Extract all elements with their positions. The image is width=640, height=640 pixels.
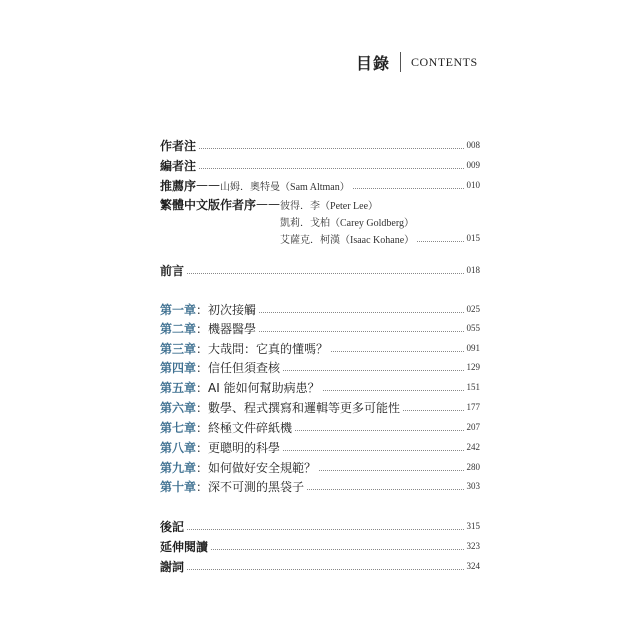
chapter-separator: ： <box>196 460 209 475</box>
foreword-author-line-last <box>280 229 480 247</box>
entry-label: 作者注 <box>160 138 197 153</box>
entry-page: 207 <box>466 422 480 432</box>
chapter-separator: ： <box>196 440 209 455</box>
entry-page: 015 <box>466 233 480 243</box>
entry-page: 091 <box>466 343 480 353</box>
chapter-title: AI 能如何幫助病患？ <box>208 380 320 395</box>
toc-chapter-4[interactable] <box>160 358 480 376</box>
dot-leader <box>353 188 464 189</box>
chapter-title: 深不可測的黑袋子 <box>208 479 305 494</box>
entry-page: 323 <box>466 541 480 551</box>
entry-label: 推薦序 <box>160 178 197 193</box>
title-divider <box>400 52 401 72</box>
dot-leader <box>259 312 463 313</box>
entry-label: 繁體中文版作者序 <box>160 197 257 212</box>
entry-page: 280 <box>466 462 480 472</box>
entry-dash: —— <box>196 178 221 192</box>
chapter-number: 第四章 <box>160 360 197 375</box>
toc-entry-further-reading[interactable] <box>160 537 480 555</box>
toc-chapter-6[interactable] <box>160 398 480 416</box>
entry-label: 謝詞 <box>160 559 185 574</box>
chapter-title: 終極文件碎紙機 <box>208 420 293 435</box>
chapter-number: 第三章 <box>160 341 197 356</box>
entry-author: 艾薩克．柯漢（Isaac Kohane） <box>280 234 415 246</box>
toc-entry-afterword[interactable] <box>160 517 480 535</box>
entry-page: 008 <box>466 140 480 150</box>
chapter-number: 第二章 <box>160 321 197 336</box>
dot-leader <box>403 410 463 411</box>
toc-chapter-5[interactable] <box>160 378 480 396</box>
chapter-separator: ： <box>196 302 209 317</box>
toc-chapter-3[interactable] <box>160 339 480 357</box>
chapter-number: 第九章 <box>160 460 197 475</box>
dot-leader <box>307 489 463 490</box>
toc-chapter-10[interactable] <box>160 477 480 495</box>
page-title: 目錄 <box>356 53 391 73</box>
foreword-author-line <box>280 212 414 230</box>
chapter-title: 機器醫學 <box>208 321 257 336</box>
entry-page: 010 <box>466 180 480 190</box>
entry-label: 前言 <box>160 263 185 278</box>
entry-page: 324 <box>466 561 480 571</box>
dot-leader <box>187 569 463 570</box>
toc-entry-editor-note[interactable] <box>160 156 480 174</box>
entry-page: 009 <box>466 160 480 170</box>
chapter-number: 第一章 <box>160 302 197 317</box>
chapter-title: 如何做好安全規範？ <box>208 460 317 475</box>
entry-label: 後記 <box>160 519 185 534</box>
toc-chapter-2[interactable] <box>160 319 480 337</box>
entry-author: 山姆．奧特曼（Sam Altman） <box>220 181 350 193</box>
page-header <box>356 50 478 74</box>
dot-leader <box>283 370 463 371</box>
toc-entry-author-note[interactable] <box>160 136 480 154</box>
chapter-number: 第五章 <box>160 380 197 395</box>
toc-entry-foreword[interactable] <box>160 195 378 213</box>
chapter-separator: ： <box>196 380 209 395</box>
dot-leader <box>259 331 463 332</box>
entry-page: 303 <box>466 481 480 491</box>
chapter-separator: ： <box>196 321 209 336</box>
chapter-title: 初次接觸 <box>208 302 257 317</box>
dot-leader <box>331 351 463 352</box>
chapter-separator: ： <box>196 479 209 494</box>
chapter-title: 數學、程式撰寫和邏輯等更多可能性 <box>208 400 401 415</box>
chapter-number: 第六章 <box>160 400 197 415</box>
dot-leader <box>211 549 463 550</box>
chapter-separator: ： <box>196 420 209 435</box>
dot-leader <box>417 241 463 242</box>
chapter-separator: ： <box>196 360 209 375</box>
toc-entry-recommendation[interactable] <box>160 176 480 194</box>
toc-entry-acknowledgments[interactable] <box>160 557 480 575</box>
chapter-title: 更聰明的科學 <box>208 440 281 455</box>
dot-leader <box>319 470 463 471</box>
entry-label: 延伸閱讀 <box>160 539 209 554</box>
entry-page: 025 <box>466 304 480 314</box>
dot-leader <box>295 430 463 431</box>
chapter-number: 第八章 <box>160 440 197 455</box>
entry-author: 彼得．李（Peter Lee） <box>280 200 379 212</box>
entry-page: 055 <box>466 323 480 333</box>
entry-author: 凱莉．戈柏（Carey Goldberg） <box>280 217 414 229</box>
dot-leader <box>323 390 464 391</box>
toc-chapter-1[interactable] <box>160 300 480 318</box>
entry-page: 242 <box>466 442 480 452</box>
chapter-separator: ： <box>196 341 209 356</box>
entry-page: 129 <box>466 362 480 372</box>
toc-entry-preface[interactable] <box>160 261 480 279</box>
toc-chapter-7[interactable] <box>160 418 480 436</box>
entry-page: 151 <box>466 382 480 392</box>
toc-chapter-8[interactable] <box>160 438 480 456</box>
chapter-number: 第七章 <box>160 420 197 435</box>
toc-chapter-9[interactable] <box>160 458 480 476</box>
dot-leader <box>187 529 463 530</box>
chapter-title: 信任但須查核 <box>208 360 281 375</box>
dot-leader <box>283 450 463 451</box>
dot-leader <box>199 168 463 169</box>
entry-label: 編者注 <box>160 158 197 173</box>
chapter-title: 大哉問：它真的懂嗎？ <box>208 341 329 356</box>
entry-page: 177 <box>466 402 480 412</box>
chapter-number: 第十章 <box>160 479 197 494</box>
entry-dash: —— <box>256 197 281 211</box>
entry-page: 315 <box>466 521 480 531</box>
page-subtitle: CONTENTS <box>411 54 478 69</box>
dot-leader <box>199 148 463 149</box>
entry-page: 018 <box>466 265 480 275</box>
dot-leader <box>187 273 463 274</box>
chapter-separator: ： <box>196 400 209 415</box>
